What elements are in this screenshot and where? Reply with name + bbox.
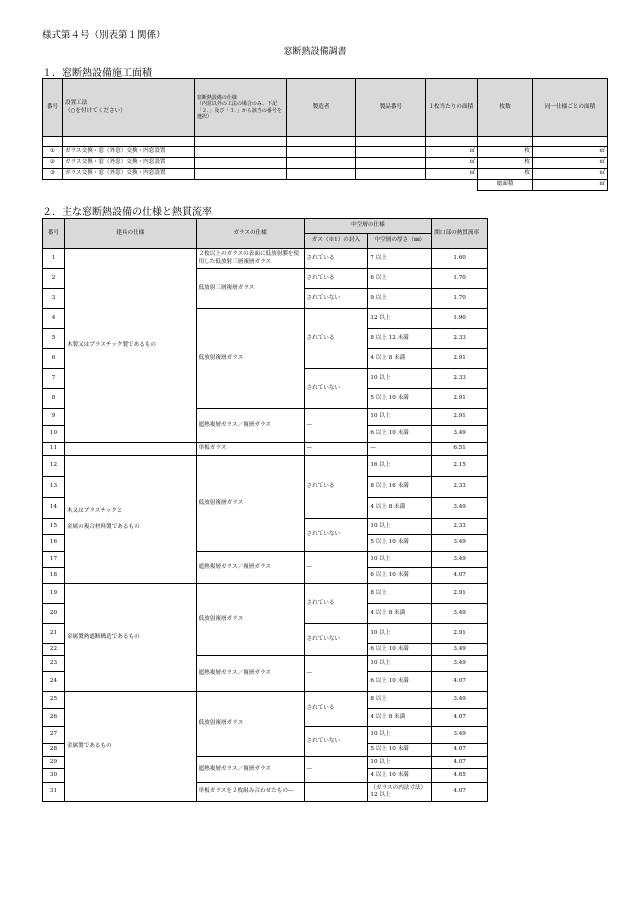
glass-type: 低放射複層ガラス [196, 692, 304, 757]
thickness: 10 以上 [368, 757, 432, 769]
row-no: 4 [43, 309, 65, 329]
u-value: 4.07 [432, 783, 488, 802]
row-no: 19 [43, 584, 65, 604]
row-no: 20 [43, 604, 65, 624]
u-value: 2.15 [432, 456, 488, 477]
col-glass: ガラスの仕様 [196, 219, 304, 249]
frame-type: 金属製熱遮断構造であるもの [64, 584, 196, 692]
area-total-input[interactable]: ㎡ [533, 158, 608, 169]
thickness: 12 以上 [368, 309, 432, 329]
count-input[interactable]: 枚 [478, 147, 533, 158]
row-no: 21 [43, 624, 65, 644]
glass-type: 低放射三層複層ガラス [196, 269, 304, 309]
row-no: 22 [43, 644, 65, 656]
gas-fill: されている [304, 269, 368, 289]
thickness: 8 以上 16 未満 [368, 477, 432, 498]
thickness: 5 以上 10 未満 [368, 535, 432, 552]
gas-fill: されている [304, 584, 368, 624]
thickness: 4 以上 8 未満 [368, 349, 432, 369]
u-value: 2.33 [432, 519, 488, 535]
frame-type-line2: 金属の複合材料製であるもの [66, 523, 140, 530]
thickness: 10 以上 [368, 624, 432, 644]
spec-input[interactable] [194, 169, 286, 180]
row-no: 16 [43, 535, 65, 552]
section2-heading: ２．主な窓断熱設備の仕様と熱貫流率 [42, 207, 212, 218]
u-value: 3.49 [432, 727, 488, 744]
glass-type: 遮熱複層ガラス／複層ガラス [196, 552, 304, 584]
count-input[interactable]: 枚 [478, 158, 533, 169]
col-maker: 製造者 [286, 79, 356, 137]
col-method: 設置工法 （○を付けてください） [62, 79, 194, 137]
gas-fill: されていない [304, 369, 368, 409]
product-input[interactable] [356, 158, 426, 169]
frame-type: 木製又はプラスチック製であるもの [64, 249, 196, 443]
col-area-total: 同一仕様ごとの面積 [533, 79, 608, 137]
method-option[interactable]: ガラス交換・窓（外窓）交換・内窓設置 [62, 169, 194, 180]
row-no: 26 [43, 709, 65, 727]
area-per-input[interactable]: ㎡ [426, 169, 478, 180]
method-option[interactable]: ガラス交換・窓（外窓）交換・内窓設置 [62, 147, 194, 158]
thickness: 8 以上 [368, 692, 432, 709]
row-no: 14 [43, 498, 65, 519]
col-no: 番号 [43, 219, 65, 249]
gas-fill: — [304, 757, 368, 783]
area-per-input[interactable]: ㎡ [426, 147, 478, 158]
thickness: 6 以上 [368, 269, 432, 289]
row-no: 23 [43, 656, 65, 672]
table-row [43, 158, 608, 169]
gas-fill: されている [304, 692, 368, 727]
gas-fill: されていない [304, 727, 368, 757]
u-value: 1.60 [432, 249, 488, 269]
thickness: 10 以上 [368, 369, 432, 389]
row-no: 5 [43, 329, 65, 349]
u-value: 2.91 [432, 389, 488, 409]
row-no: 17 [43, 552, 65, 568]
u-value: 3.49 [432, 692, 488, 709]
thickness: 7 以上 [368, 249, 432, 269]
col-spec: 窓断熱設備の仕様 （内窓以外の工法の場合のみ、下記「２．」及び「３．」から該当の番号を選択） [194, 79, 286, 137]
u-value: 1.70 [432, 269, 488, 289]
row-no: 11 [43, 443, 65, 456]
row-no: 10 [43, 426, 65, 443]
row-no: 29 [43, 757, 65, 769]
u-value: 3.49 [432, 604, 488, 624]
document-title: 窓断熱設備調書 [283, 47, 347, 57]
col-thickness: 中空層の厚さ（㎜） [368, 234, 432, 249]
u-value: 3.49 [432, 498, 488, 519]
thickness: 10 以上 [368, 656, 432, 672]
thickness: 10 以上 [368, 552, 432, 568]
col-count: 枚数 [478, 79, 533, 137]
gas-fill: されている [304, 309, 368, 369]
product-input[interactable] [356, 147, 426, 158]
maker-input[interactable] [286, 169, 356, 180]
row-no: ③ [43, 169, 63, 180]
gas-fill: されていない [304, 624, 368, 656]
gas-fill: — [304, 409, 368, 443]
gas-fill-inline: — [287, 788, 294, 795]
table-row [43, 147, 608, 158]
u-value: 4.07 [432, 757, 488, 769]
u-value: 3.49 [432, 552, 488, 568]
gas-fill: されている [304, 249, 368, 269]
u-value: 4.07 [432, 672, 488, 692]
u-value: 1.70 [432, 289, 488, 309]
thickness: 10 以上 [368, 409, 432, 426]
frame-type-line1: 木又はプラスチックと [66, 508, 123, 515]
row-no: 30 [43, 769, 65, 783]
row-no: 31 [43, 783, 65, 802]
u-value: 4.07 [432, 709, 488, 727]
row-no: ① [43, 147, 63, 158]
row-no: ② [43, 158, 63, 169]
form-number: 様式第４号（別表第１関係） [42, 30, 166, 41]
area-total-input[interactable]: ㎡ [533, 169, 608, 180]
thickness: （ガラスの内法寸法）12 以上 [368, 783, 432, 802]
glass-type: 低放射複層ガラス [196, 584, 304, 656]
u-value: 3.49 [432, 644, 488, 656]
thickness: 6 以上 10 未満 [368, 672, 432, 692]
glass-type [196, 783, 304, 802]
row-no: 15 [43, 519, 65, 535]
u-value: 3.49 [432, 656, 488, 672]
u-value: 2.91 [432, 584, 488, 604]
gas-fill: — [304, 552, 368, 584]
col-no: 番号 [43, 79, 63, 137]
gas-fill: されていない [304, 519, 368, 552]
u-value: 6.51 [432, 443, 488, 456]
u-value: 2.33 [432, 477, 488, 498]
row-no: 7 [43, 369, 65, 389]
row-no: 8 [43, 389, 65, 409]
thickness: 6 以上 10 未満 [368, 644, 432, 656]
u-value: 3.49 [432, 535, 488, 552]
thickness: 4 以上 10 未満 [368, 769, 432, 783]
row-no: 2 [43, 269, 65, 289]
u-value: 2.91 [432, 624, 488, 644]
u-value: 3.49 [432, 426, 488, 443]
thickness: 4 以上 8 未満 [368, 709, 432, 727]
gas-fill: — [304, 656, 368, 692]
col-area-per: １枚当たりの面積 [426, 79, 478, 137]
thickness: 5 以上 10 未満 [368, 389, 432, 409]
thickness: 16 以上 [368, 456, 432, 477]
row-no: 9 [43, 409, 65, 426]
area-per-input[interactable]: ㎡ [426, 158, 478, 169]
thickness: 9 以上 [368, 289, 432, 309]
section1-heading: １．窓断熱設備施工面積 [42, 68, 152, 79]
glass-type: ２枚以上のガラスの表面に低放射膜を使用した低放射三層複層ガラス [196, 249, 304, 269]
col-air-layer: 中空層の仕様 [304, 219, 432, 234]
row-no: 27 [43, 727, 65, 744]
spec-input[interactable] [194, 158, 286, 169]
u-value: 2.33 [432, 329, 488, 349]
total-area-input[interactable]: ㎡ [533, 180, 608, 191]
u-value: 2.91 [432, 349, 488, 369]
row-no: 25 [43, 692, 65, 709]
table-row [43, 169, 608, 180]
gas-fill: — [304, 443, 368, 456]
frame-type [64, 443, 196, 456]
thickness: 5 以上 10 未満 [368, 744, 432, 757]
glass-type: 遮熱複層ガラス／複層ガラス [196, 656, 304, 692]
thickness: 4 以上 8 未満 [368, 498, 432, 519]
glass-type: 低放射複層ガラス [196, 309, 304, 409]
row-no: 1 [43, 249, 65, 269]
u-value: 4.65 [432, 769, 488, 783]
glass-type-label: 単板ガラスを２枚組み合わせたもの [198, 788, 288, 795]
row-no: 18 [43, 568, 65, 584]
thickness: 10 以上 [368, 519, 432, 535]
col-gas: ガス（※1）の封入 [304, 234, 368, 249]
maker-input[interactable] [286, 158, 356, 169]
maker-input[interactable] [286, 147, 356, 158]
thickness: — [368, 443, 432, 456]
glass-type: 単板ガラス [196, 443, 304, 456]
installation-area-table [42, 78, 608, 191]
thickness: 8 以上 12 未満 [368, 329, 432, 349]
thickness: 4 以上 8 未満 [368, 604, 432, 624]
u-value: 1.90 [432, 309, 488, 329]
row-no: 28 [43, 744, 65, 757]
row-no: 24 [43, 672, 65, 692]
col-frame: 建具の仕様 [64, 219, 196, 249]
thickness: 8 以上 [368, 584, 432, 604]
u-value: 4.07 [432, 568, 488, 584]
glass-type: 遮熱複層ガラス／複層ガラス [196, 409, 304, 443]
product-input[interactable] [356, 169, 426, 180]
count-input[interactable]: 枚 [478, 169, 533, 180]
thickness: 6 以上 10 未満 [368, 426, 432, 443]
spec-input[interactable] [194, 147, 286, 158]
row-no: 13 [43, 477, 65, 498]
u-value: 2.91 [432, 409, 488, 426]
col-product: 製品番号 [356, 79, 426, 137]
row-no: 12 [43, 456, 65, 477]
row-no: 3 [43, 289, 65, 309]
area-total-input[interactable]: ㎡ [533, 147, 608, 158]
frame-type: 金属製であるもの [64, 692, 196, 802]
total-area-label: 総面積 [478, 180, 533, 191]
u-value: 2.33 [432, 369, 488, 389]
thickness: 6 以上 10 未満 [368, 568, 432, 584]
glass-type: 遮熱複層ガラス／複層ガラス [196, 757, 304, 783]
gas-fill: されていない [304, 289, 368, 309]
method-option[interactable]: ガラス交換・窓（外窓）交換・内窓設置 [62, 158, 194, 169]
gas-fill: されている [304, 456, 368, 519]
spec-u-value-table [42, 218, 488, 802]
col-u-value: 開口部の熱貫流率 [432, 219, 488, 249]
u-value: 4.07 [432, 744, 488, 757]
glass-type: 低放射複層ガラス [196, 456, 304, 552]
frame-type [64, 456, 196, 584]
thickness: 10 以上 [368, 727, 432, 744]
row-no: 6 [43, 349, 65, 369]
